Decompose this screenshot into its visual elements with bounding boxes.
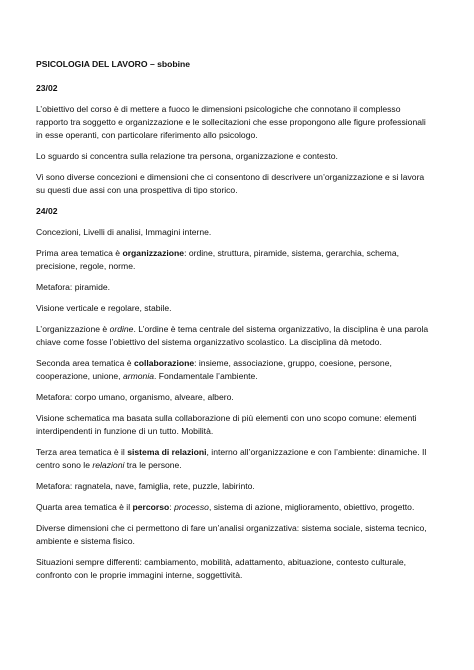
bold-term: percorso	[132, 502, 170, 512]
paragraph: Diverse dimensioni che ci permettono di fare un’analisi organizzativa: sistema sociale, sistema tecnico, ambiente e sistema fisico.	[36, 523, 427, 546]
paragraph: Vi sono diverse concezioni e dimensioni che ci consentono di descrivere un’organizzazione e si lavora su questi due assi con una prospettiva di tipo storico.	[36, 172, 425, 195]
paragraph	[36, 501, 434, 514]
document-title: PSICOLOGIA DEL LAVORO – sbobine	[36, 59, 191, 69]
text-run: : ordine, struttura, piramide, sistema, gerarchia, schema, precisione, regole, norme.	[36, 248, 399, 271]
text-run: :	[169, 502, 175, 512]
section-date: 23/02	[36, 83, 58, 93]
paragraph: Visione schematica ma basata sulla collaborazione di più elementi con uno scopo comune: elementi interdipendenti in funzione di un tutto. Mobilità.	[36, 413, 417, 436]
text-run: Quarta area tematica è il	[36, 502, 133, 512]
text-run: : insieme, associazione, gruppo, coesione, persone, cooperazione, unione,	[36, 358, 392, 381]
paragraph: Situazioni sempre differenti: cambiamento, mobilità, adattamento, abituazione, contesto culturale, confronto con le proprie immagini interne, soggettività.	[36, 557, 407, 580]
text-run: , interno all’organizzazione e con l’ambiente: dinamiche. Il centro sono le	[36, 447, 427, 470]
paragraph: Metafora: ragnatela, nave, famiglia, rete, puzzle, labirinto.	[36, 481, 255, 491]
text-run: Prima area tematica è	[36, 248, 123, 258]
italic-term: processo	[174, 502, 209, 512]
paragraph: Metafora: piramide.	[36, 282, 111, 292]
text-run: . Fondamentale l’ambiente.	[154, 371, 258, 381]
text-run: Terza area tematica è il	[36, 447, 128, 457]
paragraph: L’obiettivo del corso è di mettere a fuoco le dimensioni psicologiche che connotano il complesso rapporto tra soggetto e organizzazione e le sollecitazioni che esse propongono alle figure professionali in esse operanti, con particolare riferimento allo psicologo.	[36, 104, 426, 140]
paragraph: Metafora: corpo umano, organismo, alveare, albero.	[36, 392, 234, 402]
bold-term: sistema di relazioni	[127, 447, 207, 457]
text-run: tra le persone.	[124, 460, 182, 470]
section-date: 24/02	[36, 206, 58, 216]
paragraph: Concezioni, Livelli di analisi, Immagini interne.	[36, 227, 212, 237]
text-run: L’organizzazione è	[36, 324, 110, 334]
paragraph	[36, 357, 434, 383]
paragraph	[36, 446, 434, 472]
text-run: Seconda area tematica è	[36, 358, 134, 368]
text-run: . L’ordine è tema centrale del sistema organizzativo, la disciplina è una parola chiave come fosse l’obiettivo del sistema organizzativo scolastico. La disciplina dà metodo.	[36, 324, 429, 347]
bold-term: organizzazione	[122, 248, 185, 258]
paragraph: Lo sguardo si concentra sulla relazione tra persona, organizzazione e contesto.	[36, 151, 338, 161]
paragraph	[36, 323, 434, 349]
paragraph: Visione verticale e regolare, stabile.	[36, 303, 172, 313]
paragraph	[36, 247, 434, 273]
bold-term: collaborazione	[133, 358, 195, 368]
italic-term: armonia	[122, 371, 155, 381]
italic-term: relazioni	[92, 460, 125, 470]
italic-term: ordine	[109, 324, 134, 334]
text-run: , sistema di azione, miglioramento, obiettivo, progetto.	[208, 502, 415, 512]
